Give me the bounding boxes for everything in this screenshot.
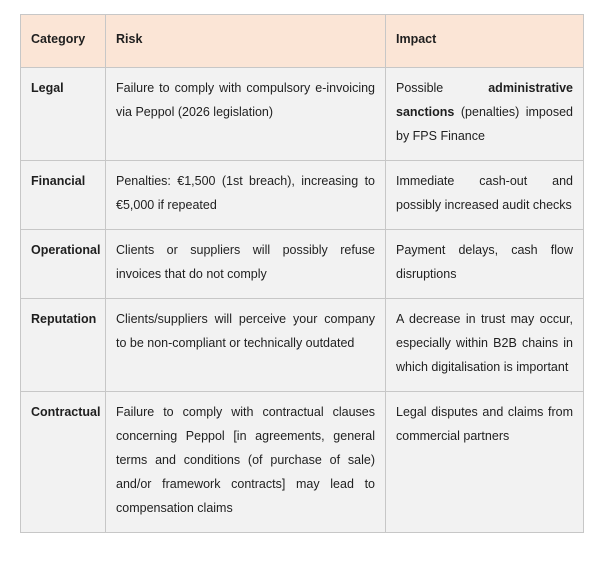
table-header — [21, 15, 584, 68]
category-cell: Operational — [21, 230, 106, 299]
impact-cell — [386, 230, 584, 299]
table-row — [21, 392, 584, 533]
impact-text-bold: administrative sanctions — [396, 81, 573, 119]
column-header-impact: Impact — [386, 15, 584, 68]
risk-impact-table — [20, 14, 584, 533]
impact-text: Immediate cash-out and possibly increased audit checks — [396, 174, 573, 212]
category-cell: Financial — [21, 161, 106, 230]
risk-text: Clients/suppliers will perceive your company to be non-compliant or technically outdated — [116, 312, 375, 350]
impact-text: Payment delays, cash flow disruptions — [396, 243, 573, 281]
risk-text: Penalties: €1,500 (1st breach), increasing to €5,000 if repeated — [116, 174, 375, 212]
impact-text: (penalties) imposed by FPS Finance — [396, 105, 573, 143]
impact-cell — [386, 299, 584, 392]
impact-cell — [386, 392, 584, 533]
impact-text: Possible — [396, 81, 489, 95]
risk-text: Clients or suppliers will possibly refuse invoices that do not comply — [116, 243, 375, 281]
risk-cell — [106, 230, 386, 299]
impact-cell — [386, 68, 584, 161]
category-cell: Contractual — [21, 392, 106, 533]
column-header-category: Category — [21, 15, 106, 68]
impact-text: Legal disputes and claims from commercial partners — [396, 405, 573, 443]
table-row — [21, 230, 584, 299]
header-row — [21, 15, 584, 68]
category-cell: Legal — [21, 68, 106, 161]
table-body — [21, 68, 584, 533]
category-cell: Reputation — [21, 299, 106, 392]
risk-cell — [106, 299, 386, 392]
impact-text: A decrease in trust may occur, especially within B2B chains in which digitalisation is important — [396, 312, 573, 374]
table-row — [21, 68, 584, 161]
table-row — [21, 299, 584, 392]
risk-text: Failure to comply with compulsory e-invoicing via Peppol (2026 legislation) — [116, 81, 375, 119]
risk-cell — [106, 392, 386, 533]
risk-text: Failure to comply with contractual clauses concerning Peppol [in agreements, general terms and conditions (of purchase of sale) and/or framework contracts] may lead to compensation claims — [116, 405, 375, 515]
risk-cell — [106, 68, 386, 161]
table-row — [21, 161, 584, 230]
column-header-risk: Risk — [106, 15, 386, 68]
risk-cell — [106, 161, 386, 230]
impact-cell — [386, 161, 584, 230]
